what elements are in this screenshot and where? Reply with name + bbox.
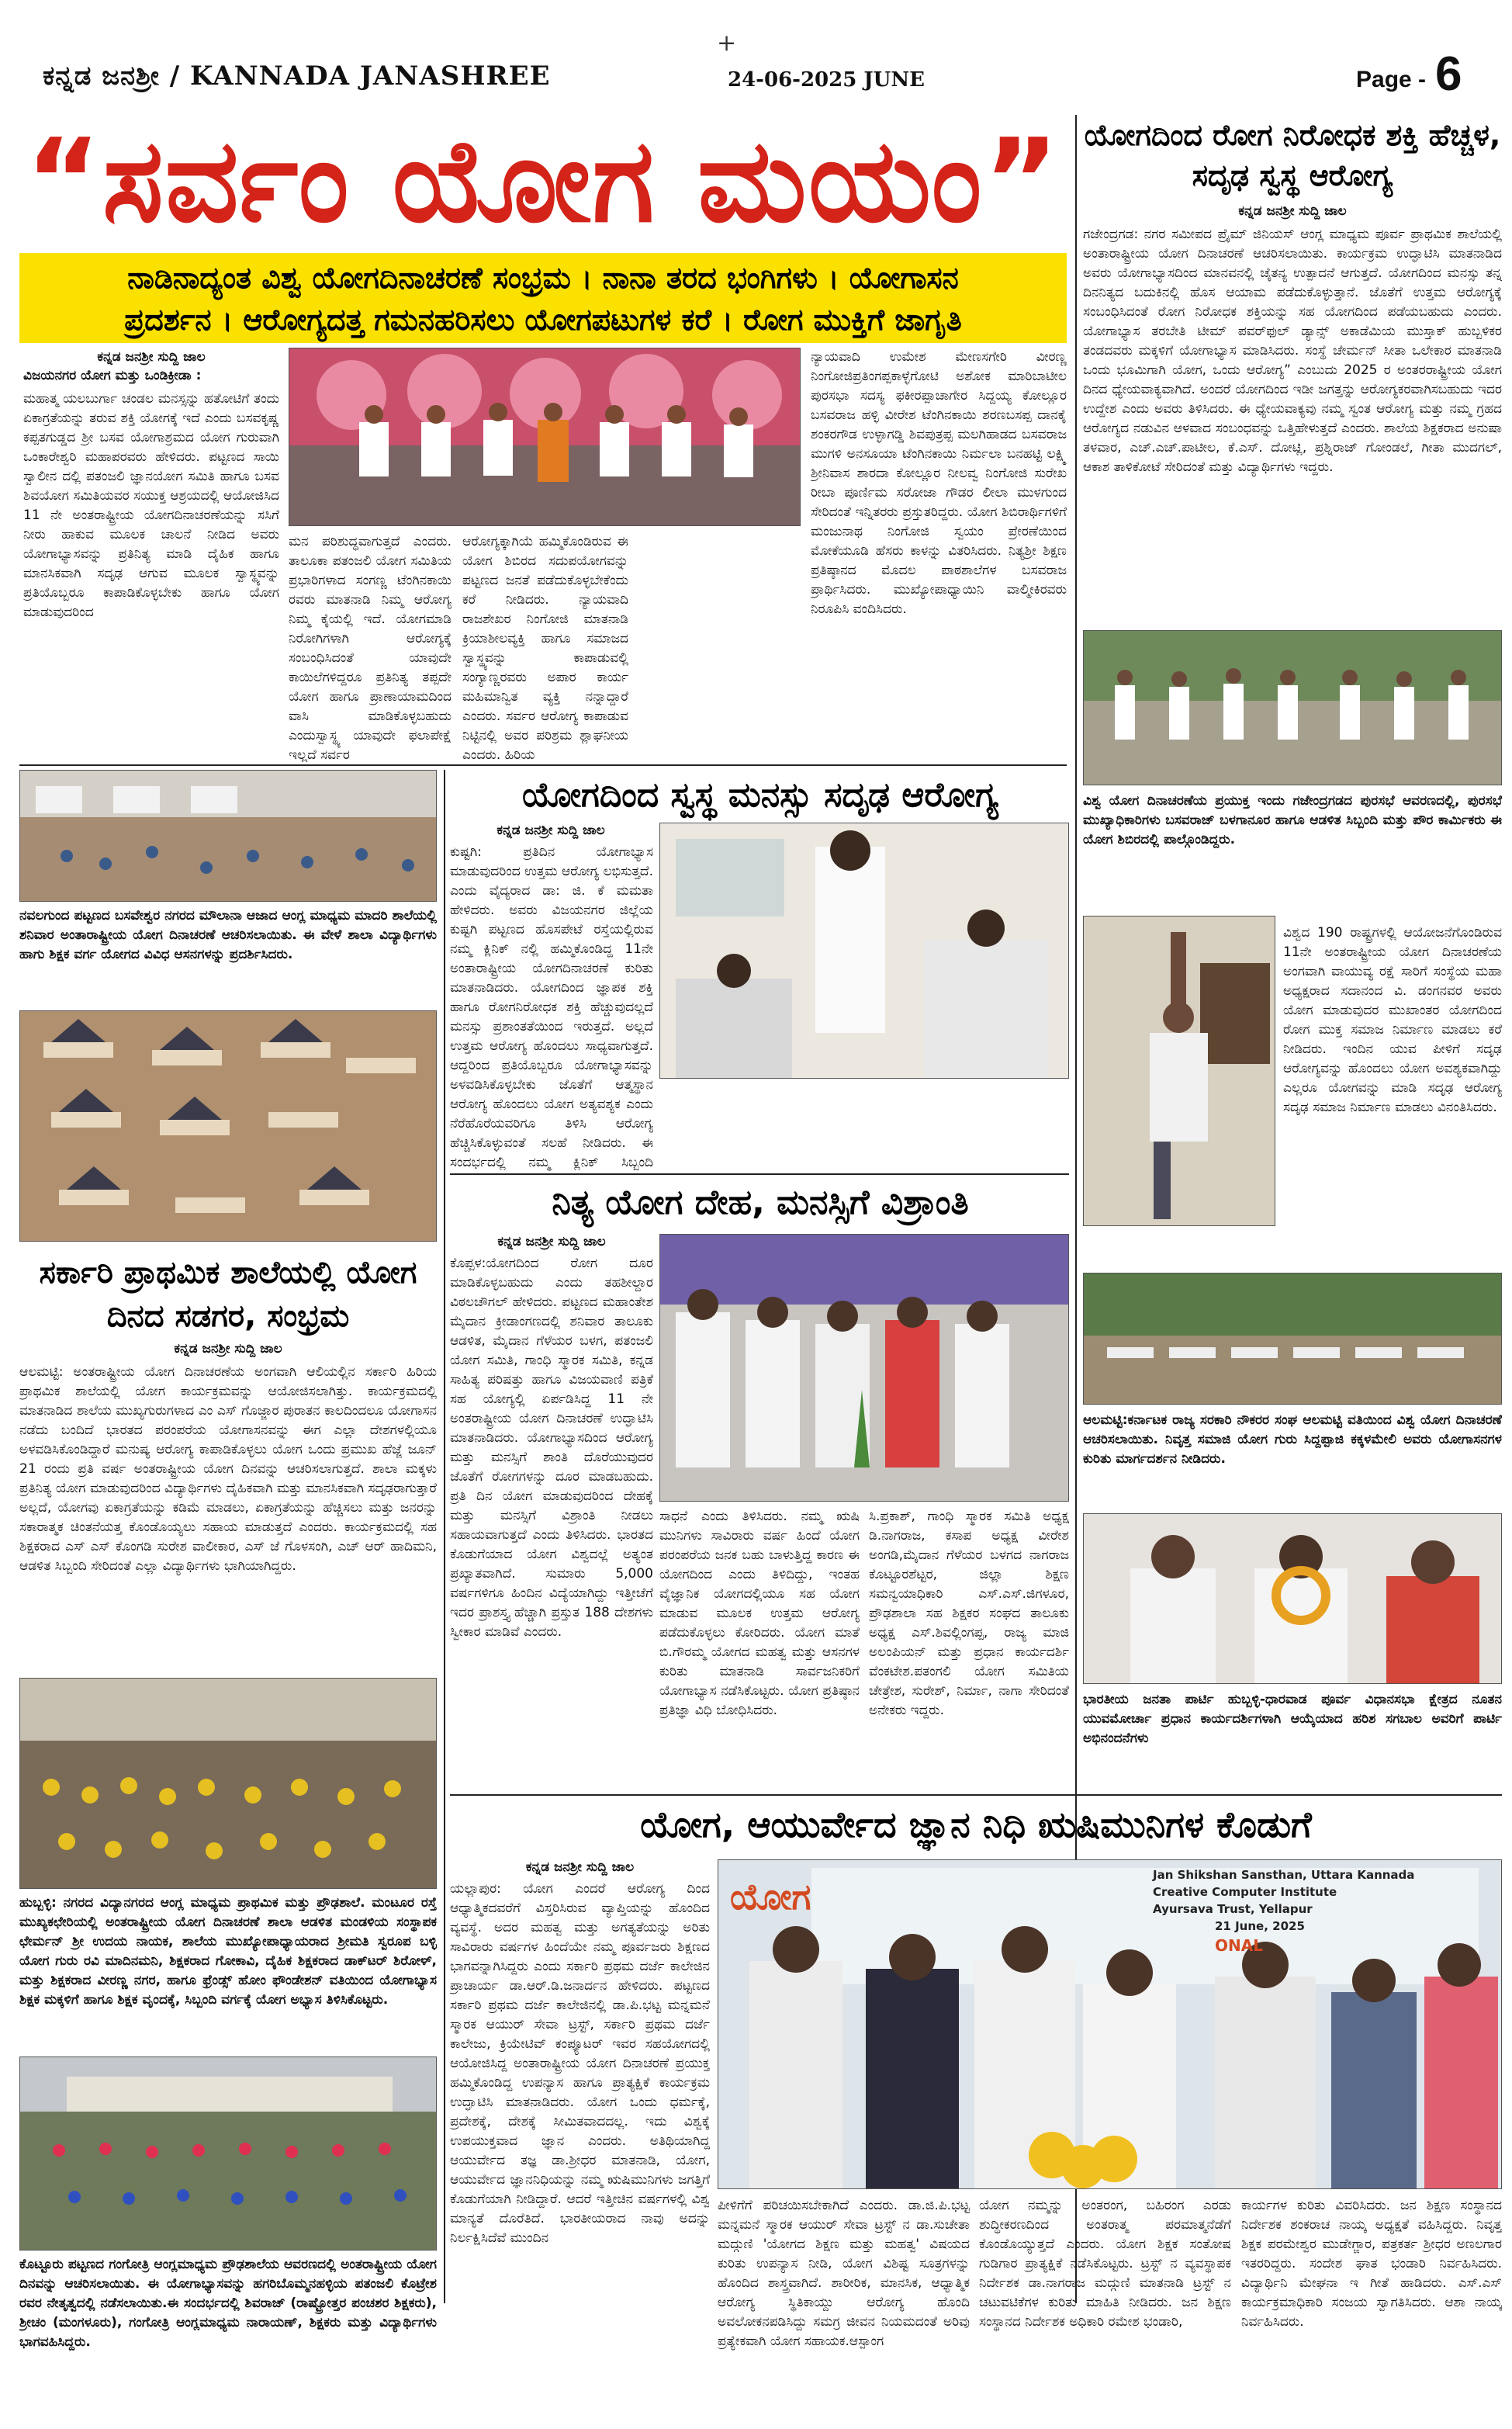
- banner-text-date: 21 June, 2025: [1215, 1919, 1305, 1933]
- right-top-body: ಗಜೇಂದ್ರಗಡ: ನಗರ ಸಮೀಪದ ಪ್ರೈಮ್ ಜಿನಿಯಸ್ ಆಂಗ್ಲ ಮಾಧ್ಯಮ ಪೂರ್ವ ಪ್ರಾಥಮಿಕ ಶಾಲೆಯಲ್ಲಿ ಅಂತಾರಾಷ್ಟ್ರೀಯ ಯೋಗ ದಿನಾಚರಣೆ ಆಚರಿಸಲಾಯಿತು. ಕಾರ್ಯಕ್ರಮ ಉದ್ಘಾಟಿಸಿ ಮಾತನಾಡಿದ ಅವರು ಯೋಗಾಭ್ಯಾಸದಿಂದ ಮಾನವನಲ್ಲಿ ಚೈತನ್ಯ ಉತ್ಪಾದನೆ ಆಗುತ್ತದೆ. ಯೋಗದಿಂದ ಮನಸ್ಸು ತನ್ನ ದಿನನಿತ್ಯದ ಬದುಕಿನಲ್ಲಿ ಹೊಸ ಆಯಾಮ ಪಡೆದುಕೊಳ್ಳುತ್ತಾನೆ. ಜೊತೆಗೆ ಉತ್ತಮ ಆರೋಗ್ಯಕ್ಕೆ ಸಂಬಂಧಿಸಿದಂತೆ ರೋಗ ನಿರೋಧಕ ಶಕ್ತಿಯನ್ನು ಸಹ ಯೋಗದಿಂದ ಪಡೆಯಬಹುದು ಎಂದರು. ಯೋಗಾಭ್ಯಾಸ ತರಬೇತಿ ಟೀಮ್ ಪವರ್‌ಫುಲ್ ಡ್ಯಾನ್ಸ್ ಅಕಾಡೆಮಿಯ ಮುಸ್ತಾಕ್ ಹುಬ್ಬಳಿಕರ ತಂಡದವರು ಮಕ್ಕಳಿಗೆ ಯೋಗಾಭ್ಯಾಸ ಮಾಡಿಸಿದರು. ಸಂಸ್ಥೆ ಚೇರ್ಮನ್ ಸೀತಾ ಒಲೇಕಾರ ಮಾತನಾಡಿ ಒಂದು ಭೂಮಿಗಾಗಿ ಯೋಗ, ಒಂದು ಆರೋಗ್ಯ” ಎಂಬುದು 2025 ರ ಅಂತರರಾಷ್ಟ್ರೀಯ ಯೋಗ ದಿನದ ಧ್ಯೇಯವಾಕ್ಯವಾಗಿದೆ. ಅಂದರೆ ಯೋಗದಿಂದ ಇಡೀ ಜಗತ್ತನ್ನು ಆರೋಗ್ಯಕರವಾಗಿಸಬಹುದು ಇದರ ಉದ್ದೇಶ ಎಂದು ಅವರು ತಿಳಿಸಿದರು. ಈ ಧ್ಯೇಯವಾಕ್ಯವು ನಮ್ಮ ಸ್ವಂತ ಆರೋಗ್ಯ ಮತ್ತು ನಮ್ಮ ಗ್ರಹದ ಆರೋಗ್ಯದ ನಡುವಿನ ಆಳವಾದ ಸಂಬಂಧವನ್ನು ಒತ್ತಿಹೇಳುತ್ತದೆ ಎಂದರು. ಶಾಲೆಯ ಶಿಕ್ಷಕರಾದ ಅನುಷಾ ತಳವಾರ, ಎಚ್.ಎಚ್.ಪಾಟೀಲ, ಕೆ.ಎಸ್. ದೋಟ್ಲಿ, ಪ್ರಶ್ನಿರಾಜ್ ಗೋಂಡಲೆ, ಗೀತಾ ಮುದಗಲ್, ಆಕಾಶ ತಾಳಿಕೋಟೆ ಸೇರಿದಂತೆ ಮತ್ತು ವಿದ್ಯಾರ್ಥಿಗಳು ಇದ್ದರು.: [1083, 227, 1502, 475]
- lead-title: “ಸರ್ವಂ ಯೋಗ ಮಯಂ”: [25, 114, 1061, 248]
- right-top-byline: ಕನ್ನಡ ಜನಶ್ರೀ ಸುದ್ದಿ ಜಾಲ: [1238, 203, 1347, 219]
- left-caption-2: ಹುಬ್ಬಳ್ಳಿ: ನಗರದ ವಿದ್ಯಾನಗರದ ಆಂಗ್ಲ ಮಾಧ್ಯಮ ಪ್ರಾಥಮಿಕ ಮತ್ತು ಪ್ರೌಢಶಾಲೆ. ಮಂಟೂರ ರಸ್ತೆ ಮುಖ್ಯಕಛೇರಿಯಲ್ಲಿ ಅಂತರಾಷ್ಟ್ರೀಯ ಯೋಗ ದಿನಾಚರಣೆ ಶಾಲಾ ಆಡಳಿತ ಮಂಡಳಿಯ ಸಂಸ್ಥಾಪಕ ಛೇರ್ಮನ್ ಶ್ರೀ ಉದಯ ನಾಯಕ, ಶಾಲೆಯ ಮುಖ್ಯೋಪಾಧ್ಯಾಯರಾದ ಶ್ರೀಮತಿ ಸ್ವರೂಪ ಬಳ್ಳಿ ಯೋಗ ಗುರು ರವಿ ಮಾದಿನಮನಿ, ಶಿಕ್ಷಕರಾದ ಗೋಕಾವಿ, ದೈಹಿಕ ಶಿಕ್ಷಕರಾದ ಡಾಕ್‌ಟರ್ ಶಿರೋಳ್, ಮತ್ತು ಶಿಕ್ಷಕರಾದ ವೀರಣ್ಣ ನಗರ, ಹಾಗೂ ಫ್ರೆಂಡ್ಸ್ ಹೋಂ ಫೌಂಡೇಶನ್ ವತಿಯಿಂದ ಯೋಗಾಭ್ಯಾಸ ಶಿಕ್ಷಕ ಮಕ್ಕಳಿಗೆ ಹಾಗೂ ಶಿಕ್ಷಕ ವೃಂದಕ್ಕೆ, ಸಿಬ್ಬಂದಿ ವರ್ಗಕ್ಕೆ ಯೋಗ ಅಭ್ಯಾಸ ತಿಳಿಸಿಕೊಟ್ಟರು.: [19, 1895, 437, 2008]
- banner-text-creative: Creative Computer Institute: [1153, 1885, 1337, 1899]
- right-photo-bjp: [1083, 1513, 1502, 1684]
- banner-text-onal: ONAL: [1215, 1936, 1263, 1955]
- left-photo-hubballi: [19, 1678, 437, 1889]
- clinic-image: [660, 823, 1069, 1079]
- lamp-lighting-image: [718, 1860, 1502, 2189]
- banner-line-2: ಪ್ರದರ್ಶನ । ಆರೋಗ್ಯದತ್ತ ಗಮನಹರಿಸಲು ಯೋಗಪಟುಗಳ ಕರೆ । ರೋಗ ಮುಕ್ತಿಗೆ ಜಾಗೃತಿ: [124, 303, 962, 337]
- right-photo-municipal-yoga: [1083, 630, 1502, 785]
- banner-text-trust: Ayursava Trust, Yellapur: [1153, 1902, 1313, 1916]
- bottom-title: ಯೋಗ, ಆಯುರ್ವೇದ ಜ್ಞಾನ ನಿಧಿ ಋಷಿಮುನಿಗಳ ಕೊಡುಗೆ: [640, 1804, 1312, 1845]
- school-courtyard-image: [20, 771, 437, 902]
- right-caption-1: ವಿಶ್ವ ಯೋಗ ದಿನಾಚರಣೆಯ ಪ್ರಯುಕ್ತ ಇಂದು ಗಜೇಂದ್ರಗಡದ ಪುರಸಭೆ ಆವರಣದಲ್ಲಿ, ಪುರಸಭೆ ಮುಖ್ಯಾಧಿಕಾರಿಗಳು ಬಸವರಾಜ್ ಬಳಗಾನೂರ ಹಾಗೂ ಆಡಳಿತ ಸಿಬ್ಬಂದಿ ಮತ್ತು ಪೌರ ಕಾರ್ಮಿಕರು ಈ ಯೋಗ ಶಿಬಿರದಲ್ಲಿ ಪಾಲ್ಗೊಂಡಿದ್ದರು.: [1083, 793, 1502, 847]
- right-caption-3: ಭಾರತೀಯ ಜನತಾ ಪಾರ್ಟಿ ಹುಬ್ಬಳ್ಳಿ-ಧಾರವಾಡ ಪೂರ್ವ ವಿಧಾನಸಭಾ ಕ್ಷೇತ್ರದ ನೂತನ ಯುವಮೋರ್ಚಾ ಪ್ರಧಾನ ಕಾರ್ಯದರ್ಶಿಗಳಾಗಿ ಆಯ್ಕೆಯಾದ ಹರಿಶ ಸಗಬಾಲ ಅವರಿಗೆ ಪಾರ್ಟಿ ಅಭಿನಂದನೆಗಳು: [1083, 1692, 1502, 1746]
- lead-col-2: ಮನ ಪರಿಶುದ್ಧವಾಗುತ್ತದೆ ಎಂದರು. ತಾಲೂಕಾ ಪತಂಜಲಿ ಯೋಗ ಸಮಿತಿಯ ಪ್ರಭಾರಿಗಳಾದ ಸಂಗಣ್ಣ ಟೆಂಗಿನಕಾಯಿ ರವರು ಮಾತನಾಡಿ ನಿಮ್ಮ ಆರೋಗ್ಯ ನಿಮ್ಮ ಕೈಯಲ್ಲಿ ಇದೆ. ಯೋಗಮಾಡಿ ನಿರೋಗಿಗಳಾಗಿ ಆರೋಗ್ಯಕ್ಕೆ ಸಂಬಂಧಿಸಿದಂತೆ ಯಾವುದೇ ಕಾಯಿಲೆಗಳಿದ್ದರೂ ಪ್ರತಿನಿತ್ಯ ತಪ್ಪದೇ ಯೋಗ ಹಾಗೂ ಪ್ರಾಣಾಯಾಮದಿಂದ ವಾಸಿ ಮಾಡಿಕೊಳ್ಳಬಹುದು ಎಂದುಸ್ವಾಸ್ಥ್ಯ ಯಾವುದೇ ಫಲಾಪೇಕ್ಷೆ ಇಲ್ಲದೆ ಸರ್ವರ: [289, 534, 452, 762]
- center-cross-mark: +: [717, 29, 737, 57]
- page-number: 6: [1435, 47, 1462, 101]
- bottom-byline: ಕನ್ನಡ ಜನಶ್ರೀ ಸುದ್ದಿ ಜಾಲ: [525, 1859, 635, 1875]
- mid2-col-1: ಕೊಪ್ಪಳ:ಯೋಗದಿಂದ ರೋಗ ದೂರ ಮಾಡಿಕೊಳ್ಳಬಹುದು ಎಂದು ತಹಶೀಲ್ದಾರ ವಿಠಲಚೌಗಲ್ ಹೇಳಿದರು. ಪಟ್ಟಣದ ಮಹಾಂತೇಶ ಮೈದಾನ ಕ್ರೀಡಾಂಗಣದಲ್ಲಿ ಶನಿವಾರ ತಾಲೂಕು ಆಡಳಿತ, ಮೈದಾನ ಗೆಳೆಯರ ಬಳಗ, ಪತಂಜಲಿ ಯೋಗ ಸಮಿತಿ, ಗಾಂಧಿ ಸ್ಮಾರಕ ಸಮಿತಿ, ಕನ್ನಡ ಸಾಹಿತ್ಯ ಪರಿಷತ್ತು ಹಾಗೂ ವಿಜಯವಾಣಿ ಪತ್ರಿಕೆ ಸಹ ಯೋಗ್ಯಲ್ಲಿ ಏರ್ಪಡಿಸಿದ್ದ 11 ನೇ ಅಂತರಾಷ್ಟ್ರೀಯ ಯೋಗ ದಿನಾಚರಣೆ ಉದ್ಘಾಟಿಸಿ ಮಾತನಾಡಿದರು. ಯೋಗಾಭ್ಯಾಸದಿಂದ ಆರೋಗ್ಯ ಮತ್ತು ಮನಸ್ಸಿಗೆ ಶಾಂತಿ ದೊರೆಯುವುದರ ಜೊತೆಗೆ ರೋಗಗಳನ್ನು ದೂರ ಮಾಡಬಹುದು. ಪ್ರತಿ ದಿನ ಯೋಗ ಮಾಡುವುದರಿಂದ ದೇಹಕ್ಕೆ ಮತ್ತು ಮನಸ್ಸಿಗೆ ವಿಶ್ರಾಂತಿ ನೀಡಲು ಸಹಾಯವಾಗುತ್ತದೆ ಎಂದು ತಿಳಿಸಿದರು. ಭಾರತದ ಕೊಡುಗೆಯಾದ ಯೋಗ ವಿಶ್ವದಲ್ಲೆ ಅತ್ಯಂತ ಪ್ರಖ್ಯಾತವಾಗಿದೆ. ಸುಮಾರು 5,000 ವರ್ಷಗಳಿಗೂ ಹಿಂದಿನ ವಿದ್ಯೆಯಾಗಿದ್ದು ಇತ್ತೀಚೆಗೆ ಇದರ ಪ್ರಾಶಸ್ತ್ಯ ಹೆಚ್ಚಾಗಿ ಪ್ರಸ್ತುತ 188 ದೇಶಗಳು ಸ್ವೀಕಾರ ಮಾಡಿವೆ ಎಂದರು.: [450, 1256, 653, 1640]
- masthead-name: ಕನ್ನಡ ಜನಶ್ರೀ / KANNADA JANASHREE: [43, 61, 551, 92]
- right-caption-2: ಆಲಮಟ್ಟಿ:ಕರ್ನಾಟಕ ರಾಜ್ಯ ಸರಕಾರಿ ನೌಕರರ ಸಂಘ ಆಲಮಟ್ಟಿ ವತಿಯಿಂದ ವಿಶ್ವ ಯೋಗ ದಿನಾಚರಣೆ ಆಚರಿಸಲಾಯಿತು. ನಿವೃತ್ತ ಸಮಾಜಿ ಯೋಗ ಗುರು ಸಿದ್ದಪ್ಪಾಜಿ ಕಕ್ಕಳಮೇಲಿ ಅವರು ಯೋಗಾಸನಗಳ ಕುರಿತು ಮಾರ್ಗದರ್ಶನ ನೀಡಿದರು.: [1083, 1412, 1502, 1467]
- felicitation-image: [1084, 1514, 1502, 1684]
- mid2-title: ನಿತ್ಯ ಯೋಗ ದೇಹ, ಮನಸ್ಸಿಗೆ ವಿಶ್ರಾಂತಿ: [552, 1183, 969, 1222]
- mid1-photo-clinic: [659, 823, 1069, 1079]
- lead-col-3: ಆರೋಗ್ಯಕ್ಕಾಗಿಯೆ ಹಮ್ಮಿಕೊಂಡಿರುವ ಈ ಯೋಗ ಶಿಬಿರದ ಸದುಪಯೋಗವನ್ನು ಪಟ್ಟಣದ ಜನತೆ ಪಡೆದುಕೊಳ್ಳಬೇಕೆಂದು ಕರೆ ನೀಡಿದರು. ನ್ಯಾಯವಾದಿ ರಾಜಶೇಖರ ನಿಂಗೋಜಿ ಮಾತನಾಡಿ ಕ್ರಿಯಾಶೀಲವ್ಯಕ್ತಿ ಹಾಗೂ ಸಮಾಜದ ಸ್ವಾಸ್ಥ್ಯವನ್ನು ಕಾಪಾಡುವಲ್ಲಿ ಸಂಗ್ಯಾಣ್ಣರವರು ಅಪಾರ ಕಾರ್ಯ ಮಹಿಮಾನ್ವಿತ ವ್ಯಕ್ತಿ ನನ್ನಾದ್ದಾರೆ ಎಂದರು. ಸರ್ವರ ಆರೋಗ್ಯ ಕಾಪಾಡುವ ನಿಟ್ಟಿನಲ್ಲಿ ಅವರ ಪರಿಶ್ರಮ ಶ್ಲಾಘನೀಯ ಎಂದರು. ಹಿರಿಯ: [462, 534, 628, 762]
- lead-banner: [19, 253, 1067, 343]
- banner-text-jss: Jan Shikshan Sansthan, Uttara Kannada: [1153, 1868, 1415, 1882]
- left-title: ಸರ್ಕಾರಿ ಪ್ರಾಥಮಿಕ ಶಾಲೆಯಲ್ಲಿ ಯೋಗ ದಿನದ ಸಡಗರ, ಸಂಭ್ರಮ: [39, 1255, 417, 1334]
- bottom-col-1: ಯಲ್ಲಾಪುರ: ಯೋಗ ಎಂದರೆ ಆರೋಗ್ಯ ದಿಂದ ಆಧ್ಯಾತ್ಮಿಕದವರೆಗೆ ವಿಸ್ತರಿಸಿರುವ ವ್ಯಾಪ್ತಿಯನ್ನು ಹೊಂದಿದ ವ್ಯವಸ್ಥೆ. ಅದರ ಮಹತ್ವ ಮತ್ತು ಅಗತ್ಯತೆಯನ್ನು ಅರಿತು ಸಾವಿರಾರು ವರ್ಷಗಳ ಹಿಂದೆಯೇ ನಮ್ಮ ಪೂರ್ವಜರು ಶಿಕ್ಷಣದ ಭಾಗವನ್ನಾಗಿಸಿದ್ದರು ಎಂದು ಸರ್ಕಾರಿ ಪ್ರಥಮ ದರ್ಜೆ ಕಾಲೇಜಿನ ಪ್ರಾಚಾರ್ಯ ಡಾ.ಆರ್.ಡಿ.ಜನಾರ್ದನ ಹೇಳಿದರು. ಪಟ್ಟಣದ ಸರ್ಕಾರಿ ಪ್ರಥಮ ದರ್ಜೆ ಕಾಲೇಜಿನಲ್ಲಿ ಡಾ.ಪಿ.ಭಟ್ಟ ಮನ್ನಮನೆ ಸ್ಮಾರಕ ಆಯುರ್ ಸೇವಾ ಟ್ರಸ್ಟ್, ಸರ್ಕಾರಿ ಪ್ರಥಮ ದರ್ಜೆ ಕಾಲೇಜು, ಕ್ರಿಯೇಟಿವ್ ಕಂಪ್ಯೂಟರ್ ಇವರ ಸಹಯೋಗದಲ್ಲಿ ಆಯೋಜಿಸಿದ್ದ ಅಂತಾರಾಷ್ಟ್ರೀಯ ಯೋಗ ದಿನಾಚರಣೆ ಪ್ರಯುಕ್ತ ಹಮ್ಮಿಕೊಂಡಿದ್ದ ಉಪನ್ಯಾಸ ಹಾಗೂ ಪ್ರಾತ್ಯಕ್ಷಿಕೆ ಕಾರ್ಯಕ್ರಮ ಉದ್ಘಾಟಿಸಿ ಮಾತನಾಡಿದರು. ಯೋಗ ಒಂದು ಧರ್ಮಕ್ಕೆ, ಪ್ರದೇಶಕ್ಕೆ, ದೇಶಕ್ಕೆ ಸೀಮಿತವಾದದಲ್ಲ. ಇದು ವಿಶ್ವಕ್ಕೆ ಉಪಯುಕ್ತವಾದ ಜ್ಞಾನ ಎಂದರು. ಅತಿಥಿಯಾಗಿದ್ದ ಆಯುರ್ವೇದ ತಜ್ಞ ಡಾ.ಶ್ರೀಧರ ಮಾತನಾಡಿ, ಯೋಗ, ಆಯುರ್ವೇದ ಜ್ಞಾನನಿಧಿಯನ್ನು ನಮ್ಮ ಋಷಿಮುನಿಗಳು ಜಗತ್ತಿಗೆ ಕೊಡುಗೆಯಾಗಿ ನೀಡಿದ್ದಾರೆ. ಆದರೆ ಇತ್ತೀಚಿನ ವರ್ಷಗಳಲ್ಲಿ ವಿಶ್ವ ಮಾನ್ಯತೆ ದೊರೆತಿದೆ. ಭಾರತೀಯರಾದ ನಾವು ಅದನ್ನು ನಿರ್ಲಕ್ಷಿಸಿದೆವೆ ಮುಂದಿನ: [450, 1881, 710, 2246]
- divider: [19, 764, 1067, 766]
- masthead: [0, 0, 1512, 109]
- bottom-photo-lamp: [718, 1859, 1502, 2189]
- left-photo-school-1: [19, 770, 437, 902]
- school-ground-yoga-image: [20, 2057, 437, 2251]
- right-top-title: ಯೋಗದಿಂದ ರೋಗ ನಿರೋಧಕ ಶಕ್ತಿ ಹೆಚ್ಚಳ, ಸದೃಢ ಸ್ವಸ್ಥ ಆರೋಗ್ಯ: [1084, 118, 1501, 192]
- banner-line-1: ನಾಡಿನಾದ್ಯಂತ ವಿಶ್ವ ಯೋಗದಿನಾಚರಣೆ ಸಂಭ್ರಮ । ನಾನಾ ತರದ ಭಂಗಿಗಳು । ಯೋಗಾಸನ: [127, 261, 959, 295]
- school-children-image: [20, 1679, 437, 1889]
- lead-col-1: ಮಹಾತ್ಮ ಯಲಬುರ್ಗಾ ಚಂಡಲ ಮನಸ್ಸನ್ನು ಹತೋಟಿಗೆ ತಂದು ಏಕಾಗ್ರತೆಯನ್ನು ತರುವ ಶಕ್ತಿ ಯೋಗಕ್ಕೆ ಇದೆ ಎಂದು ಬಸವಕೃಷ್ಣ ಕಪ್ಪತಗುಡ್ಡದ ಶ್ರೀ ಬಸವ ಯೋಗಾಶ್ರಮದ ಯೋಗ ಗುರುವಾಗಿ ಒಂಕಾರೇಶ್ವರಿ ಮಹಾಪರವರು ಹೇಳಿದರು. ಪಟ್ಟಣದ ಸಾಯಿ ಸ್ವಾಲೀನ ದಲ್ಲಿ ಪತಂಜಲಿ ಜ್ಞಾನಯೋಗ ಸಮಿತಿ ಹಾಗೂ ಬಸವ ಶಿವಯೋಗ ಸಮಿತಿಯವರ ಸಯುಕ್ತ ಆಶ್ರಯದಲ್ಲಿ ಆಯೋಜಿಸಿದ 11 ನೇ ಅಂತರಾಷ್ಟ್ರೀಯ ಯೋಗದಿನಾಚರಣೆಯನ್ನು ಸಸಿಗೆ ನೀರು ಹಾಕುವ ಮೂಲಕ ಚಾಲನೆ ನೀಡಿದ ಅವರು ಯೋಗಾಭ್ಯಾಸವನ್ನು ಪ್ರತಿನಿತ್ಯ ಮಾಡಿ ದೈಹಿಕ ಹಾಗೂ ಮಾನಸಿಕವಾಗಿ ಸದೃಢ ಆಗುವ ಮೂಲಕ ಸ್ವಾಸ್ಥ್ಯವನ್ನು ಪ್ರತಿಯೊಬ್ಬರೂ ಕಾಪಾಡಿಕೊಳ್ಳಬೇಕು ಹಾಗೂ ಯೋಗ ಮಾಡುವುದರಿಂದ: [23, 391, 279, 620]
- bottom-col-2: ಪೀಳಿಗೆಗೆ ಪರಿಚಯಿಸಬೇಕಾಗಿದೆ ಎಂದರು. ಡಾ.ಜಿ.ಪಿ.ಭಟ್ಟ ಮನ್ನಮನೆ ಸ್ಮಾರಕ ಆಯುರ್ ಸೇವಾ ಟ್ರಸ್ಟ್ ನ ಡಾ.ಸುಚೇತಾ ಮದ್ಗುಣಿ 'ಯೋಗದ ಶಿಕ್ಷಣ ಮತ್ತು ಮಹತ್ವ' ವಿಷಯದ ಕುರಿತು ಉಪನ್ಯಾಸ ನೀಡಿ, ಯೋಗ ವಿಶಿಷ್ಟ ಸೂತ್ರಗಳನ್ನು ಹೊಂದಿದ ಶಾಸ್ತ್ರವಾಗಿದೆ. ಶಾರೀರಿಕ, ಮಾನಸಿಕ, ಆಧ್ಯಾತ್ಮಿಕ ಆರೋಗ್ಯ ಸ್ಥಿತಿಕಾಯ್ದು ಆರೋಗ್ಯ ಹೊಂದಿ ಅವಲೋಕನಪಡಿಸಿದ್ದು ಸಮಗ್ರ ಜೀವನ ನಿಯಮದಂತೆ ಅರಿವು ಪ್ರತ್ಯೇಕವಾಗಿ ಯೋಗ ಸಹಾಯಕ.ಆಸ್ಪಾಂಗ: [718, 2198, 970, 2349]
- mid2-col-3: ಸಿ.ಪ್ರಕಾಶ್, ಗಾಂಧಿ ಸ್ಮಾರಕ ಸಮಿತಿ ಅಧ್ಯಕ್ಷ ಡಿ.ನಾಗರಾಜ, ಕಸಾಪ ಅಧ್ಯಕ್ಷ ವೀರೇಶ ಅಂಗಡಿ,ಮೈದಾನ ಗೆಳೆಯರ ಬಳಗದ ನಾಗರಾಜ ಕೊಟ್ಟೂರಶೆಟ್ಟರ, ಜಿಲ್ಲಾ ಶಿಕ್ಷಣ ಸಮನ್ವಯಾಧಿಕಾರಿ ಎಸ್.ಎಸ್.ಜಿಗಳೂರ, ಪ್ರೌಢಶಾಲಾ ಸಹ ಶಿಕ್ಷಕರ ಸಂಘದ ತಾಲೂಕು ಅಧ್ಯಕ್ಷ ಎಸ್.ಶಿವಲ್ಲಿಂಗಪ್ಪ, ರಾಜ್ಯ ಮಾಜಿ ಅಲಂಪಿಯನ್ ಮತ್ತು ಪ್ರಧಾನ ಕಾರ್ಯದರ್ಶಿ ವೆಂಕಟೇಶ.ಪತಂಗಲಿ ಯೋಗ ಸಮಿತಿಯ ಚೇತ್ರೇಶ, ಸುರೇಶ್, ನಿರ್ಮಾ, ನಾಗಾ ಸೇರಿದಂತೆ ಅನೇಕರು ಇದ್ದರು.: [869, 1509, 1069, 1718]
- lead-col-4: ನ್ಯಾಯವಾದಿ ಉಮೇಶ ಮೇಣಸಗೇರಿ ವೀರಣ್ಣ ನಿಂಗೋಜಿಪ್ರತಿಂಗಪ್ಪಕಾಳ್ಳೆಗೋಟಿ ಅಶೋಕ ಮಾರಿಬಾಟೀಲ ಪುರಸಭಾ ಸದಸ್ಯ ಫಕೀರಪ್ಪಾಚಾಗೇರ ಸಿದ್ದಯ್ಯ ಕೋಲ್ಲೂರ ಬಸವರಾಜ ಹಳ್ಳಿ ವೀರೇಶ ಟೆಂಗಿನಕಾಯಿ ಶರಣಬಸಪ್ಪ ದಾನಕೈ ಶಂಕರಗೌಡ ಉಳ್ಳಾಗಡ್ಡಿ ಶಿವಪುತ್ರಪ್ಪ ಮಲಗಿಹಾಡದ ಬಸವರಾಜ ಮುಗಳಿ ಅನಸೂಯಾ ಟೆಂಗಿನಕಾಯಿ ನಿರ್ಮಲಾ ಬನಹಟ್ಟಿ ಲಕ್ಷ್ಮಿ ಶ್ರೀನಿವಾಸ ಶಾರದಾ ಕೋಲ್ಲೂರ ನೀಲವ್ವ ನಿಂಗೋಜಿ ಸುರೇಖ ರೀಬಾ ಪೂರ್ಣಿಮ ಸರೋಜಾ ಗೌಡರ ಲೀಲಾ ಮುಳಗುಂದ ಸೇರಿದಂತೆ ಇನ್ನಿತರರು ಪ್ರಸ್ತುತರಿದ್ದರು. ಯೋಗ ಶಿಬಿರಾರ್ಥಿಗಳಿಗೆ ಮಂಜುನಾಥ ನಿಂಗೋಜಿ ಸ್ವಯಂ ಪ್ರೇರಣೆಯಿಂದ ಮೋಕೆಯೂಡಿ ಹೆಸರು ಕಾಳನ್ನು ವಿತರಿಸಿದರು. ನಿತ್ಯಶ್ರೀ ಶಿಕ್ಷಣ ಪ್ರತಿಷ್ಠಾನದ ಮೊದಲ ಪಾಠಶಾಲೆಗಳ ಬಸವರಾಜ ಪ್ರಾರ್ಥಿಸಿದರು. ಮುಖ್ಯೋಪಾಧ್ಯಾಯಿನಿ ವಾಲ್ಮೀಕಿರವರು ನಿರೂಪಿಸಿ ವಂದಿಸಿದರು.: [811, 349, 1067, 617]
- mid2-byline: ಕನ್ನಡ ಜನಶ್ರೀ ಸುದ್ದಿ ಜಾಲ: [497, 1234, 606, 1249]
- column-divider: [444, 770, 445, 2303]
- left-photo-school-2: [19, 1010, 437, 1242]
- left-photo-kotturu: [19, 2057, 437, 2251]
- mid1-body-tail: [659, 1083, 1069, 1169]
- bottom-col-4: ಕಾರ್ಯಗಳ ಕುರಿತು ವಿವರಿಸಿದರು. ಜನ ಶಿಕ್ಷಣ ಸಂಸ್ಥಾನದ ನಿರ್ದೇಶಕ ಶಂಕರಾಚ ನಾಯ್ಕ ಅಧ್ಯಕ್ಷತೆ ವಹಿಸಿದ್ದರು. ನಿವೃತ್ತ ಶಿಕ್ಷಕ ಪರಮೇಶ್ವರ ಮುಡೇಗ್ಜಾರ, ಪತ್ರಕರ್ತ ಶ್ರೀಧರ ಅಣಲಗಾರ ಇತರರಿದ್ದರು. ಸಂದೇಶ ಘಾತ ಭಂಡಾರಿ ನಿರ್ವಹಿಸಿದರು. ವಿದ್ಯಾರ್ಥಿನಿ ಮೇಘನಾ ಇ ಗೀತೆ ಹಾಡಿದರು. ಎಸ್.ಎಸ್ ಕಾರ್ಯಕ್ರಮಾಧಿಕಾರಿ ಸಂಜಯ ಸ್ವಾಗತಿಸಿದರು. ಆಶಾ ನಾಯ್ಕ ನಿರ್ವಹಿಸಿದರು.: [1241, 2198, 1502, 2330]
- mid1-title: ಯೋಗದಿಂದ ಸ್ವಸ್ಥ ಮನಸ್ಸು ಸದೃಢ ಆರೋಗ್ಯ: [521, 775, 999, 815]
- right-photo-tree-pose: [1083, 916, 1275, 1226]
- divider: [450, 1794, 1502, 1796]
- outdoor-yoga-image: [1084, 631, 1502, 785]
- mid1-byline: ಕನ್ನಡ ಜನಶ್ರೀ ಸುದ್ದಿ ಜಾಲ: [497, 823, 605, 838]
- left-byline: ಕನ್ನಡ ಜನಶ್ರೀ ಸುದ್ದಿ ಜಾಲ: [174, 1341, 282, 1357]
- children-yoga-image: [20, 1011, 437, 1242]
- left-caption-3: ಕೊಟ್ಟೂರು ಪಟ್ಟಣದ ಗಂಗೋತ್ರಿ ಆಂಗ್ಲಮಾಧ್ಯಮ ಪ್ರೌಢಶಾಲೆಯ ಆವರಣದಲ್ಲಿ ಅಂತರಾಷ್ಟ್ರೀಯ ಯೋಗ ದಿನವನ್ನು ಆಚರಿಸಲಾಯಿತು. ಈ ಯೋಗಾಭ್ಯಾಸವನ್ನು ಹಗರಿಬೊಮ್ಮನಹಳ್ಳಿಯ ಪತಂಜಲಿ ಕೊಟ್ರೇಶ ರವರ ನೇತೃತ್ವದಲ್ಲಿ ನಡೆಸಲಾಯಿತು.ಈ ಸಂದರ್ಭದಲ್ಲಿ ಶಿವರಾಜ್ (ರಾಷ್ಟ್ರೋತ್ತರ ಪಂಚಶರ ಶಿಕ್ಷಕರು), ಶ್ರೀಚಂ (ಮಂಗಳೂರು), ಗಂಗೋತ್ರಿ ಆಂಗ್ಲಮಾಧ್ಯಮ ನಾರಾಯಣ್, ಶಿಕ್ಷಕರು ಮತ್ತು ವಿದ್ಯಾರ್ಥಿಗಳು ಭಾಗವಹಿಸಿದ್ದರು.: [19, 2257, 437, 2350]
- divider: [450, 1173, 1069, 1175]
- stage-dignitaries-image: [289, 348, 801, 526]
- lead-photo-stage: [289, 348, 801, 526]
- left-caption-1: ನವಲಗುಂದ ಪಟ್ಟಣದ ಬಸವೇಶ್ವರ ನಗರದ ಮೌಲಾನಾ ಆಜಾದ ಆಂಗ್ಲ ಮಾಧ್ಯಮ ಮಾದರಿ ಶಾಲೆಯಲ್ಲಿ ಶನಿವಾರ ಅಂತಾರಾಷ್ಟ್ರೀಯ ಯೋಗ ದಿನಾಚರಣೆ ಆಚರಿಸಲಾಯಿತು. ಈ ವೇಳೆ ಶಾಲಾ ವಿದ್ಯಾರ್ಥಿಗಳು ಹಾಗು ಶಿಕ್ಷಕ ವರ್ಗ ಯೋಗದ ವಿವಿಧ ಆಸನಗಳನ್ನು ಪ್ರದರ್ಶಿಸಿದರು.: [19, 908, 437, 962]
- banner-text-yoga: ಯೋಗ: [730, 1876, 811, 1918]
- tree-pose-image: [1084, 917, 1275, 1226]
- bottom-col-3: ಯೋಗ ನಮ್ಮನ್ನು ಅಂತರಂಗ, ಬಹಿರಂಗ ಎರಡು ಶುದ್ಧೀಕರಣದಿಂದ ಅಂತರಾತ್ಮ ಪರಮಾತ್ಮನೆಡೆಗೆ ಕೊಂಡೊಯ್ಯುತ್ತದೆ ಎಂದರು. ಯೋಗ ಶಿಕ್ಷಕ ಸಂತೋಷ ಗುಡಿಗಾರ ಪ್ರಾತ್ಯಕ್ಷಿಕೆ ನಡೆಸಿಕೊಟ್ಟರು. ಟ್ರಸ್ಟ್ ನ ವ್ಯವಸ್ಥಾಪಕ ನಿರ್ದೇಶಕ ಡಾ.ನಾಗರಾಜ ಮದ್ಗುಣಿ ಮಾತನಾಡಿ ಟ್ರಸ್ಟ್ ನ ಚಟುವಟಿಕೆಗಳ ಕುರಿತು ಮಾಹಿತಿ ನೀಡಿದರು. ಜನ ಶಿಕ್ಷಣ ಸಂಸ್ಥಾನದ ನಿರ್ದೇಶಕ ಅಧಿಕಾರಿ ರಮೇಶ ಭಂಡಾರಿ,: [979, 2198, 1231, 2330]
- mid1-body-col-1: [450, 843, 653, 1172]
- mid2-photo-koppal: [659, 1234, 1069, 1502]
- group-yoga-image: [1084, 1273, 1502, 1405]
- page-label: Page -: [1356, 67, 1427, 92]
- lead-subhead: ವಿಜಯನಗರ ಯೋಗ ಮತ್ತು ಒಂಡಿಕ್ರೀಡಾ :: [23, 368, 202, 383]
- mid1-body: ಕುಷ್ಟಗಿ: ಪ್ರತಿದಿನ ಯೋಗಾಭ್ಯಾಸ ಮಾಡುವುದರಿಂದ ಉತ್ತಮ ಆರೋಗ್ಯ ಲಭಿಸುತ್ತದೆ. ಎಂದು ವೈದ್ಯರಾದ ಡಾ: ಜಿ. ಕೆ ಮಮತಾ ಹೇಳಿದರು. ಅವರು ವಿಜಯನಗರ ಜಿಲ್ಲೆಯ ಕುಷ್ಟಗಿ ಪಟ್ಟಣದ ಹೊಸಪೇಟೆ ರಸ್ತೆಯಲ್ಲಿರುವ ನಮ್ಮ ಕ್ಲಿನಿಕ್ ನಲ್ಲಿ ಹಮ್ಮಿಕೊಂಡಿದ್ದ 11ನೇ ಅಂತಾರಾಷ್ಟ್ರೀಯ ಯೋಗದಿನಾಚರಣೆ ಕುರಿತು ಮಾತನಾಡಿದರು. ಯೋಗದಿಂದ ಜ್ಞಾಪಕ ಶಕ್ತಿ ಹಾಗೂ ರೋಗನಿರೋಧಕ ಶಕ್ತಿ ಹೆಚ್ಚುವುದಲ್ಲದೆ ಮನಸ್ಸು ಪ್ರಶಾಂತತೆಯಿಂದ ಇರುತ್ತದೆ. ಅಲ್ಲದೆ ಉತ್ತಮ ಆರೋಗ್ಯ ಹೊಂದಲು ಸಾಧ್ಯವಾಗುತ್ತದೆ. ಆದ್ದರಿಂದ ಪ್ರತಿಯೊಬ್ಬರೂ ಯೋಗಾಭ್ಯಾಸವನ್ನು ಅಳವಡಿಸಿಕೊಳ್ಳಬೇಕು ಜೊತೆಗೆ ಆತ್ಮಸ್ಥಾನ ಆರೋಗ್ಯ ಹೊಂದಲು ಯೋಗ ಅತ್ಯವಶ್ಯಕ ಎಂದು ನೆರೆಹೊರೆಯವರಿಗೂ ತಿಳಿಸಿ ಆರೋಗ್ಯ ಹೆಚ್ಚಿಸಿಕೊಳ್ಳುವಂತೆ ಸಲಹೆ ನೀಡಿದರು. ಈ ಸಂದರ್ಭದಲ್ಲಿ ನಮ್ಮ ಕ್ಲಿನಿಕ್ ಸಿಬ್ಬಂದಿ: [450, 844, 653, 1170]
- right-side-text: ವಿಶ್ವದ 190 ರಾಷ್ಟ್ರಗಳಲ್ಲಿ ಆಯೋಜನೆಗೊಂಡಿರುವ 11ನೇ ಅಂತರಾಷ್ಟ್ರೀಯ ಯೋಗ ದಿನಾಚರಣೆಯ ಅಂಗವಾಗಿ ವಾಯುವ್ಯ ರಕ್ಷೆ ಸಾರಿಗೆ ಸಂಸ್ಥೆಯ ಮಹಾ ಅಧ್ಯಕ್ಷರಾದ ಸದಾನಂದ ವಿ. ಡಂಗನವರ ಅವರು ಯೋಗ ಮಾಡುವುದರ ಮುಖಾಂತರ ಯೋಗದಿಂದ ರೋಗ ಮುಕ್ತ ಸಮಾಜ ನಿರ್ಮಾಣ ಮಾಡಲು ಕರೆ ನೀಡಿದರು. ಇಂದಿನ ಯುವ ಪೀಳಿಗೆ ಸದೃಢ ಆರೋಗ್ಯವನ್ನು ಹೊಂದಲು ಯೋಗ ಅವಶ್ಯಕವಾಗಿದ್ದು ಎಲ್ಲರೂ ಯೋಗವನ್ನು ಮಾಡಿ ಸದೃಢ ಆರೋಗ್ಯ ಸದೃಢ ಸಮಾಜ ನಿರ್ಮಾಣ ಮಾಡಲು ವಿನಂತಿಸಿದರು.: [1283, 925, 1502, 1115]
- masthead-date: 24-06-2025 JUNE: [728, 68, 925, 92]
- lead-byline: ಕನ್ನಡ ಜನಶ್ರೀ ಸುದ್ದಿ ಜಾಲ: [97, 349, 206, 365]
- left-body: ಆಲಮಟ್ಟಿ: ಅಂತರಾಷ್ಟ್ರೀಯ ಯೋಗ ದಿನಾಚರಣೆಯ ಅಂಗವಾಗಿ ಆಲಿಯಲ್ಲಿನ ಸರ್ಕಾರಿ ಹಿರಿಯ ಪ್ರಾಥಮಿಕ ಶಾಲೆಯಲ್ಲಿ ಯೋಗ ಕಾರ್ಯಕ್ರಮವನ್ನು ಆಯೋಜಿಸಲಾಗಿತ್ತು. ಕಾರ್ಯಕ್ರಮದಲ್ಲಿ ಮಾತನಾಡಿದ ಶಾಲೆಯ ಮುಖ್ಯಗುರುಗಳಾದ ಎಂ ಎಸ್ ಗೊಜ್ಜಾರ ಪುರಾತನ ಕಾಲದಿಂದಲೂ ಯೋಗಾಸನ ನಡೆದು ಬಂದಿದೆ ಭಾರತದ ಪರಂಪರೆಯ ಯೋಗಾಸನವನ್ನು ಈಗ ಎಲ್ಲಾ ದೇಶಗಳಲ್ಲಿಯೂ ಅಳವಡಿಸಿಕೊಂಡಿದ್ದಾರೆ ಮನುಷ್ಯ ಆರೋಗ್ಯ ಕಾಪಾಡಿಕೊಳ್ಳಲು ಯೋಗ ಒಂದು ಪ್ರಮುಖ ಹೆಜ್ಜೆ ಜೂನ್ 21 ರಂದು ಪ್ರತಿ ವರ್ಷ ಅಂತರಾಷ್ಟ್ರೀಯ ಯೋಗ ದಿನವನ್ನು ಆಚರಿಸಲಾಗುತ್ತದೆ. ಶಾಲಾ ಮಕ್ಕಳು ಪ್ರತಿನಿತ್ಯ ಯೋಗ ಮಾಡುವುದರಿಂದ ವಿದ್ಯಾರ್ಥಿಗಳು ದೈಹಿಕವಾಗಿ ಮತ್ತು ಮಾನಸಿಕವಾಗಿ ಸದೃಢರಾಗುತ್ತಾರೆ ಅಲ್ಲದೆ, ಯೋಗವು ಏಕಾಗ್ರತೆಯನ್ನು ಕಡಿಮೆ ಮಾಡಲು, ಏಕಾಗ್ರತೆಯನ್ನು ಹೆಚ್ಚಿಸಲು ಮತ್ತು ಜನರನ್ನು ಸಕಾರಾತ್ಮಕ ಚಿಂತನೆಯತ್ತ ಕೊಂಡೊಯ್ಯಲು ಸಹಾಯ ಮಾಡುತ್ತದೆ ಎಂದರು. ಕಾರ್ಯಕ್ರಮದಲ್ಲಿ ಸಹ ಶಿಕ್ಷಕರಾದ ಎಸ್ ಎಸ್ ಕೊಂಗಡಿ ಸುರೇಶ ವಾಲೀಕಾರ, ಎಸ್ ಜೆ ಗೊಳಸಂಗಿ, ಎಚ್ ಆರ್ ಹಾದಿಮನಿ, ಆಡಳಿತ ಸಿಬ್ಬಂದಿ ಸೇರಿದಂತೆ ಎಲ್ಲಾ ವಿದ್ಯಾರ್ಥಿಗಳು ಭಾಗಿಯಾಗಿದ್ದರು.: [19, 1364, 437, 1574]
- mid2-col-2: ಸಾಧನೆ ಎಂದು ತಿಳಿಸಿದರು. ನಮ್ಮ ಋಷಿ ಮುನಿಗಳು ಸಾವಿರಾರು ವರ್ಷ ಹಿಂದೆ ಯೋಗ ಪರಂಪರೆಯ ಜನಕ ಬಹು ಬಾಳುತ್ತಿದ್ದ ಕಾರಣ ಈ ಯೋಗದಿಂದ ಎಂದು ತಿಳಿದಿದ್ದು, ಇಂತಹ ವೈಜ್ಞಾನಿಕ ಯೋಗದಲ್ಲಿಯೂ ಸಹ ಯೋಗ ಮಾಡುವ ಮೂಲಕ ಉತ್ತಮ ಆರೋಗ್ಯ ಪಡೆದುಕೊಳ್ಳಲು ಕೋರಿದರು. ಯೋಗ ಮಾತೆ ಬಿ.ಗೌರಮ್ಮ ಯೋಗದ ಮಹತ್ವ ಮತ್ತು ಆಸನಗಳ ಕುರಿತು ಮಾತನಾಡಿ ಸಾರ್ವಜನಿಕರಿಗೆ ಯೋಗಾಭ್ಯಾಸ ನಡೆಸಿಕೊಟ್ಟರು. ಯೋಗ ಪ್ರತಿಷ್ಠಾನ ಪ್ರತಿಜ್ಞಾ ವಿಧಿ ಬೋಧಿಸಿದರು.: [659, 1509, 860, 1718]
- sapling-planting-image: [660, 1235, 1069, 1502]
- right-photo-alamatti: [1083, 1273, 1502, 1405]
